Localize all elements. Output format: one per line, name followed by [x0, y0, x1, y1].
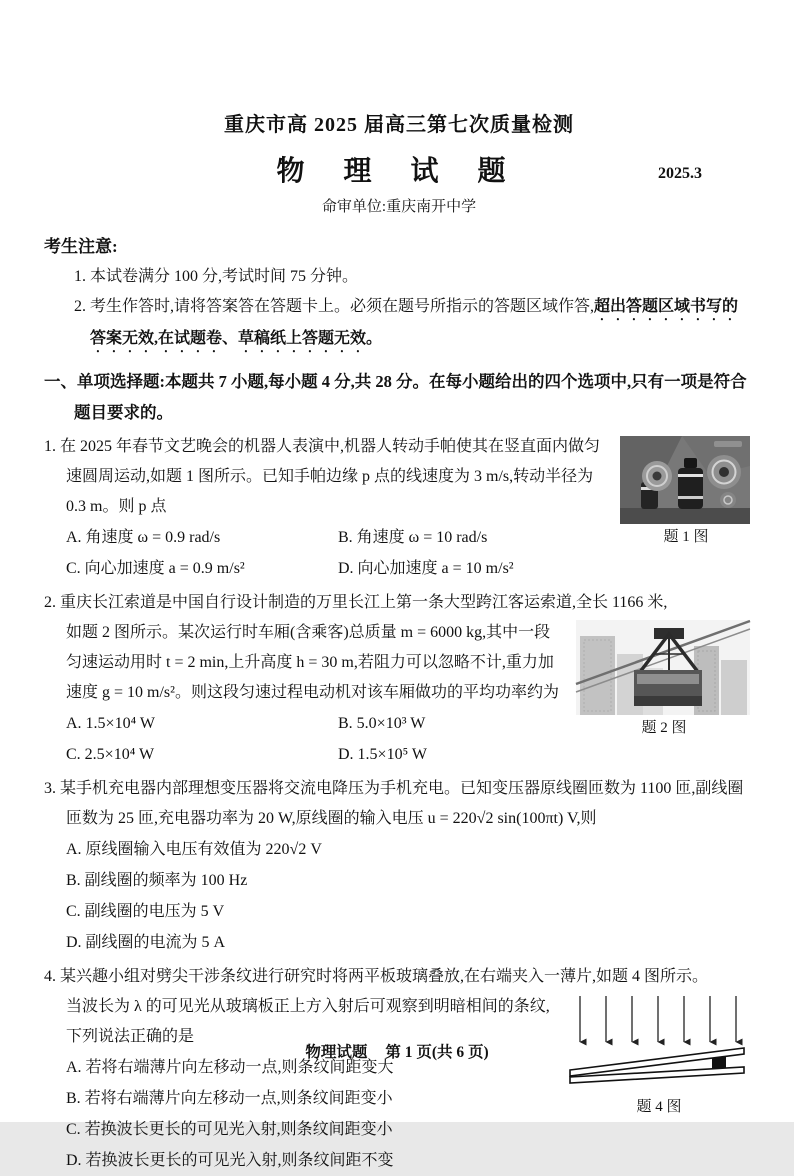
question-2-number: 2. — [44, 594, 56, 611]
notice-item-2 — [44, 292, 754, 356]
option-1D: D. 向心加速度 a = 10 m/s² — [338, 560, 514, 577]
question-1-figure-caption: 题 1 图 — [663, 529, 709, 545]
robots-photo — [620, 436, 750, 524]
option-4C: C. 若换波长更长的可见光入射,则条纹间距变小 — [66, 1121, 393, 1138]
notice-item-1: 1. 本试卷满分 100 分,考试时间 75 分钟。 — [74, 268, 359, 285]
question-4-figure-caption: 题 4 图 — [636, 1099, 682, 1115]
question-4-stem-line1: 4. 某兴趣小组对劈尖干涉条纹进行研究时将两平板玻璃叠放,在右端夹入一薄片,如题 4 图所示。 — [44, 968, 709, 985]
option-1C: C. 向心加速度 a = 0.9 m/s² — [66, 560, 245, 577]
option-2C: C. 2.5×10⁴ W — [66, 746, 155, 763]
cable-car-photo — [576, 620, 750, 715]
question-3 — [44, 774, 754, 958]
question-1-options — [44, 522, 608, 584]
question-3-options — [44, 834, 754, 958]
option-3A: A. 原线圈输入电压有效值为 220√2 V — [66, 841, 322, 858]
question-2-options — [66, 708, 564, 770]
section-1-heading: 一、单项选择题:本题共 7 小题,每小题 4 分,共 28 分。在每小题给出的四个选项中,只有一项是符合题目要求的。 — [44, 372, 747, 422]
question-4-number: 4. — [44, 968, 56, 985]
question-1-number: 1. — [44, 438, 56, 455]
question-1-stem: 1. 在 2025 年春节文艺晚会的机器人表演中,机器人转动手帕使其在竖直面内做匀速圆周运动,如题 1 图所示。已知手帕边缘 p 点的线速度为 3 m/s,转动半径为 0.3 m。则 p 点 — [44, 438, 601, 515]
issuer-line: 命审单位:重庆南开中学 — [321, 199, 477, 215]
notice-item-2-emphasis: 超出答题区域书写的答案无效,在试题卷、草稿纸上答题无效。 — [90, 298, 739, 347]
exam-header: 重庆市高 2025 届高三第七次质量检测 — [224, 114, 574, 136]
question-2-stem-rest: 如题 2 图所示。某次运行时车厢(含乘客)总质量 m = 6000 kg,其中一段匀速运动用时 t = 2 min,上升高度 h = 30 m,若阻力可以忽略不计,重力加速度 g = 10 m/s²。则这段匀速过程电动机对该车厢做功的平均功率约为 — [66, 624, 559, 701]
option-3D: D. 副线圈的电流为 5 A — [66, 934, 226, 951]
question-1 — [44, 432, 754, 584]
notice-block — [44, 232, 754, 356]
option-2D: D. 1.5×10⁵ W — [338, 746, 427, 763]
footer-page-number: 第 1 页(共 6 页) — [385, 1044, 489, 1061]
question-1-figure — [620, 436, 752, 548]
question-2-figure — [576, 620, 752, 739]
question-3-stem: 3. 某手机充电器内部理想变压器将交流电降压为手机充电。已知变压器原线圈匝数为 1100 匝,副线圈匝数为 25 匝,充电器功率为 20 W,原线圈的输入电压 u = 220√2 sin(100πt) V,则 — [44, 780, 744, 827]
page-footer — [0, 1040, 794, 1062]
option-3B: B. 副线圈的频率为 100 Hz — [66, 872, 248, 889]
option-2B: B. 5.0×10³ W — [338, 715, 426, 732]
notice-item-2-normal: 2. 考生作答时,请将答案答在答题卡上。必须在题号所指示的答题区域作答, — [74, 298, 595, 315]
title-row — [44, 149, 754, 185]
question-2 — [44, 588, 754, 770]
paper-title: 物 理 试 题 — [276, 156, 522, 187]
question-2-figure-caption: 题 2 图 — [641, 720, 687, 736]
option-1A: A. 角速度 ω = 0.9 rad/s — [66, 529, 221, 546]
notice-heading: 考生注意: — [44, 237, 118, 256]
option-3C: C. 副线圈的电压为 5 V — [66, 903, 225, 920]
question-2-stem-line1: 2. 重庆长江索道是中国自行设计制造的万里长江上第一条大型跨江客运索道,全长 1166 米, — [44, 594, 668, 611]
option-4B: B. 若将右端薄片向左移动一点,则条纹间距变小 — [66, 1090, 393, 1107]
footer-doc-title: 物理试题 — [305, 1044, 368, 1061]
question-4-stem-rest: 当波长为 λ 的可见光从玻璃板正上方入射后可观察到明暗相间的条纹,下列说法正确的是 — [66, 998, 550, 1045]
question-4 — [44, 962, 754, 1176]
question-3-number: 3. — [44, 780, 56, 797]
option-4A: A. 若将右端薄片向左移动一点,则条纹间距变大 — [66, 1059, 394, 1076]
paper-date: 2025.3 — [658, 165, 702, 182]
option-2A: A. 1.5×10⁴ W — [66, 715, 155, 732]
option-4D: D. 若换波长更长的可见光入射,则条纹间距不变 — [66, 1152, 394, 1169]
option-1B: B. 角速度 ω = 10 rad/s — [338, 529, 488, 546]
